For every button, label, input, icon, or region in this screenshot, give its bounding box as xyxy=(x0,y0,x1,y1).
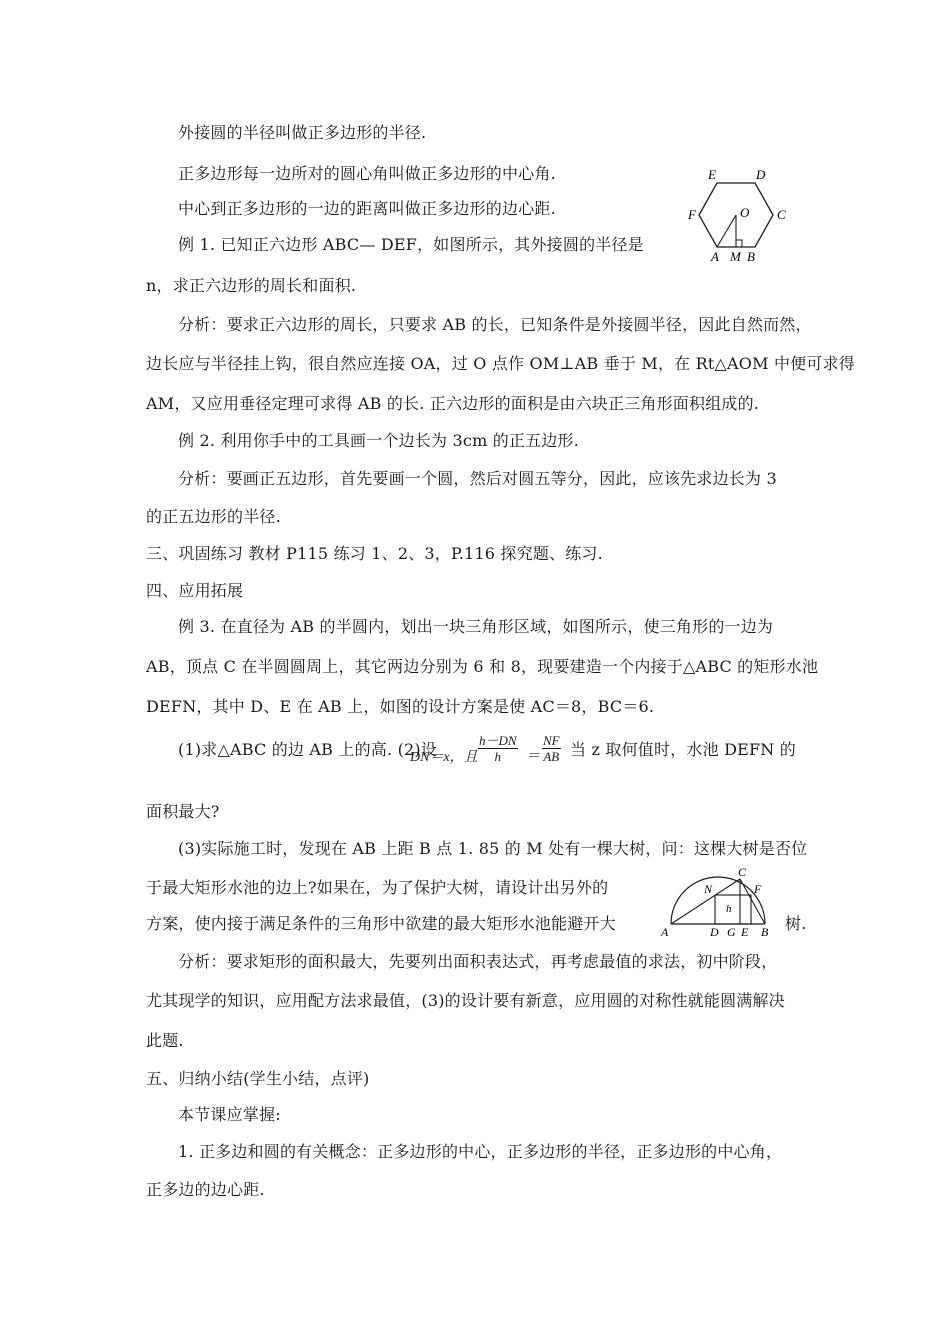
text-line: 于最大矩形水池的边上?如果在，为了保护大树，请设计出另外的 xyxy=(146,878,609,897)
label-O: O xyxy=(740,205,750,220)
label-E: E xyxy=(741,925,749,938)
text-line: n，求正六边形的周长和面积. xyxy=(146,276,357,295)
label-B: B xyxy=(761,925,769,938)
text-line: 正多边的边心距. xyxy=(146,1180,265,1199)
formula-dn: DN＝x，且 xyxy=(410,750,478,765)
label-h: h xyxy=(726,903,732,915)
text-line: 方案，使内接于满足条件的三角形中欲建的最大矩形水池能避开大 xyxy=(146,914,616,933)
text-line: 本节课应掌握: xyxy=(178,1105,281,1124)
hexagon-figure xyxy=(680,166,795,264)
formula-fraction-1 xyxy=(478,733,518,764)
text-line: 正多边形每一边所对的圆心角叫做正多边形的中心角. xyxy=(178,164,556,183)
right-angle-mark xyxy=(736,240,742,247)
formula-equals: ＝ xyxy=(526,749,540,764)
section-heading: 四、应用拓展 xyxy=(146,581,244,600)
formula-numerator: NF xyxy=(543,733,560,748)
question-line: 当 z 取何值时，水池 DEFN 的 xyxy=(570,740,796,759)
text-line: 分析：要画正五边形，首先要画一个圆，然后对圆五等分，因此，应该先求边长为 3 xyxy=(178,469,777,488)
label-N: N xyxy=(704,882,713,896)
text-line: 尤其现学的知识，应用配方法求最值，(3)的设计要有新意，应用圆的对称性就能圆满解决 xyxy=(146,991,785,1010)
formula-fraction-2 xyxy=(542,733,561,764)
label-B: B xyxy=(747,249,755,264)
text-line: 1. 正多边和圆的有关概念：正多边形的中心，正多边形的半径，正多边形的中心角， xyxy=(178,1142,783,1161)
formula-denominator: h xyxy=(494,749,502,764)
text-line: 分析：要求矩形的面积最大，先要列出面积表达式，再考虑最值的求法，初中阶段， xyxy=(178,952,778,971)
example-2-heading: 例 2. 利用你手中的工具画一个边长为 3cm 的正五边形. xyxy=(178,431,580,450)
text-line: AM，又应用垂径定理可求得 AB 的长. 正六边形的面积是由六块正三角形面积组成的. xyxy=(146,394,760,413)
semicircle-figure xyxy=(655,866,780,938)
label-F: F xyxy=(688,207,696,222)
formula-numerator: h－DN xyxy=(479,733,517,748)
text-line: 边长应与半径挂上钩，很自然应连接 OA，过 O 点作 OM⊥AB 垂于 M，在 Rt△AOM 中便可求得 xyxy=(146,354,855,373)
text-line: 外接圆的半径叫做正多边形的半径. xyxy=(178,123,427,142)
label-G: G xyxy=(727,925,736,938)
text-line: 此题. xyxy=(146,1031,184,1050)
label-A: A xyxy=(661,925,669,938)
example-3-heading: 例 3. 在直径为 AB 的半圆内，划出一块三角形区域，如图所示，使三角形的一边为 xyxy=(178,617,774,636)
label-M: M xyxy=(730,249,741,264)
label-C: C xyxy=(738,866,747,879)
label-C: C xyxy=(777,207,786,222)
label-D: D xyxy=(756,167,766,182)
label-D: D xyxy=(710,925,719,938)
text-line: 面积最大? xyxy=(146,802,220,821)
text-line: AB，顶点 C 在半圆圆周上，其它两边分别为 6 和 8，现要建造一个内接于△ABC 的矩形水池 xyxy=(146,657,819,676)
formula-denominator: AB xyxy=(543,749,560,764)
text-line: DEFN，其中 D、E 在 AB 上，如图的设计方案是使 AC＝8，BC＝6. xyxy=(146,697,655,716)
question-line: (1)求△ABC 的边 AB 上的高. (2)设 xyxy=(178,740,438,759)
text-line: (3)实际施工时，发现在 AB 上距 B 点 1. 85 的 M 处有一棵大树，问：这棵大树是否位 xyxy=(178,839,808,858)
rectangle-DEFN xyxy=(715,895,751,924)
text-line: 的正五边形的半径. xyxy=(146,507,281,526)
label-A: A xyxy=(711,249,719,264)
radius-line xyxy=(717,215,736,247)
label-F: F xyxy=(754,882,762,896)
example-1-heading: 例 1. 已知正六边形 ABC— DEF，如图所示，其外接圆的半径是 xyxy=(178,235,644,254)
section-heading: 五、归纳小结(学生小结，点评) xyxy=(146,1069,370,1088)
section-heading: 三、巩固练习 教材 P115 练习 1、2、3，P.116 探究题、练习. xyxy=(146,544,603,563)
text-line: 分析：要求正六边形的周长，只要求 AB 的长，已知条件是外接圆半径，因此自然而然， xyxy=(178,315,812,334)
label-E: E xyxy=(708,167,716,182)
text-line: 中心到正多边形的一边的距离叫做正多边形的边心距. xyxy=(178,199,556,218)
text-line: 树. xyxy=(785,914,807,933)
